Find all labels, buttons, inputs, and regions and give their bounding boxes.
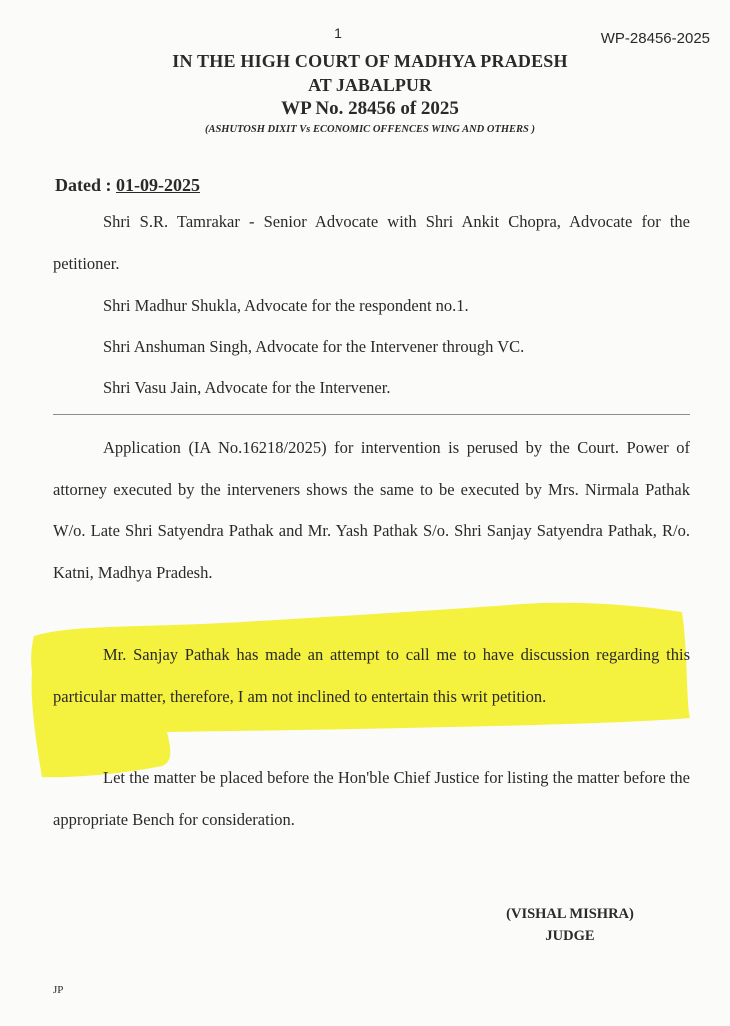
dated-label: Dated : (55, 175, 116, 195)
judge-title: JUDGE (545, 928, 595, 944)
case-parties: (ASHUTOSH DIXIT Vs ECONOMIC OFFENCES WING AND OTHERS ) (204, 124, 536, 135)
appearance-petitioner: Shri S.R. Tamrakar - Senior Advocate with Shri Ankit Chopra, Advocate for the petitioner. (53, 212, 690, 273)
case-reference: WP-28456-2025 (600, 30, 710, 47)
page-number: 1 (334, 25, 342, 41)
paragraph-listing: Let the matter be placed before the Hon'ble Chief Justice for listing the matter before the appropriate Bench for consideration. (53, 768, 690, 829)
appearance-respondent: Shri Madhur Shukla, Advocate for the respondent no.1. (103, 296, 469, 315)
judge-name: (VISHAL MISHRA) (506, 906, 634, 922)
section-divider (53, 414, 690, 415)
order-date (55, 175, 200, 196)
appearance-intervener-vc: Shri Anshuman Singh, Advocate for the Intervener through VC. (103, 337, 525, 356)
paragraph-intervention: Application (IA No.16218/2025) for intervention is perused by the Court. Power of attorney executed by the interveners shows the same to be executed by Mrs. Nirmala Pathak W/o. Late Shri Satyendra Pathak and Mr. Yash Pathak S/o. Shri Sanjay Satyendra Pathak, R/o. Katni, Madhya Pradesh. (53, 438, 690, 582)
court-title: IN THE HIGH COURT OF MADHYA PRADESH (172, 51, 568, 71)
case-number: WP No. 28456 of 2025 (281, 98, 459, 119)
court-place: AT JABALPUR (308, 75, 432, 95)
dated-value: 01-09-2025 (116, 175, 200, 195)
typist-initials: JP (53, 984, 64, 996)
appearance-intervener: Shri Vasu Jain, Advocate for the Intervener. (103, 378, 391, 397)
paragraph-recusal: Mr. Sanjay Pathak has made an attempt to call me to have discussion regarding this particular matter, therefore, I am not inclined to entertain this writ petition. (53, 645, 690, 706)
